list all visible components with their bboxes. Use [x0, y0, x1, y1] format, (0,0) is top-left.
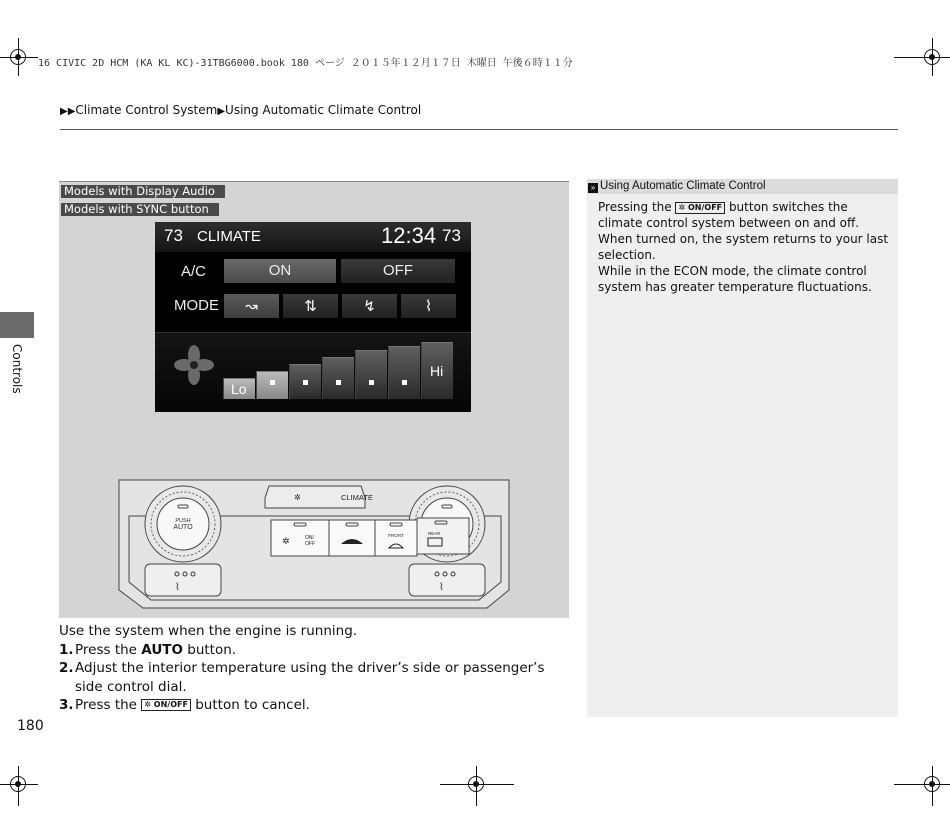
- climate-screen: [155, 222, 471, 412]
- inline-onoff-button: [675, 202, 725, 214]
- note-title-bar: [587, 179, 898, 194]
- fan-icon: ✲: [144, 700, 151, 709]
- registration-mark: [10, 776, 26, 792]
- fan-icon: [174, 345, 214, 385]
- fan-level-dot: [336, 380, 341, 385]
- step-number: 1.: [59, 641, 74, 658]
- mode-face-button[interactable]: [224, 294, 279, 318]
- registration-mark: [10, 49, 26, 65]
- model-label-sync-button: Models with SYNC button: [61, 203, 219, 216]
- registration-mark: [924, 776, 940, 792]
- registration-mark: [468, 776, 484, 792]
- header-rule: [60, 129, 898, 130]
- crop-mark: [894, 57, 950, 58]
- fan-onoff-button[interactable]: [271, 520, 329, 556]
- ac-label: A/C: [181, 263, 207, 280]
- crop-mark: [894, 784, 950, 785]
- fan-high-label: Hi: [430, 363, 444, 379]
- note-text: button switches the climate control system between on and off. When turned on, the system returns to your last selection.: [598, 200, 889, 262]
- step-text: button.: [182, 641, 237, 658]
- ac-off-button[interactable]: OFF: [341, 259, 455, 283]
- step-text: Press the: [75, 697, 142, 713]
- control-panel-drawing: [117, 478, 513, 614]
- recirculation-button[interactable]: [329, 520, 375, 556]
- right-seat-heater-button[interactable]: [409, 564, 485, 596]
- step-text: button to cancel.: [190, 697, 310, 713]
- knob-push-label: PUSH: [175, 518, 191, 524]
- fan-level-4[interactable]: [322, 357, 354, 399]
- fan-level-1[interactable]: [223, 378, 255, 399]
- fan-level-dot: [270, 380, 275, 385]
- inline-button-top: ON/: [153, 700, 171, 709]
- button-top-label: FRONT: [388, 533, 404, 538]
- seat-heater-icon: ⌇: [439, 582, 444, 593]
- seat-heater-icon: ⌇: [175, 582, 180, 593]
- step-text: Adjust the interior temperature using the driver’s side or passenger’s side control dial.: [75, 660, 545, 695]
- step-number: 3.: [59, 697, 74, 713]
- instructions: [59, 622, 574, 715]
- button-bottom-label: OFF: [305, 541, 315, 547]
- fan-level-7[interactable]: [421, 342, 453, 399]
- mode-bilevel-icon: ⇅: [304, 297, 317, 315]
- step-number: 2.: [59, 660, 74, 676]
- book-header: 16 CIVIC 2D HCM (KA KL KC)-31TBG6000.book 180 ページ ２０１５年１２月１７日 木曜日 午後６時１１分: [38, 58, 573, 69]
- left-seat-heater-button[interactable]: [145, 564, 221, 596]
- note-title[interactable]: Using Automatic Climate Control: [600, 180, 766, 192]
- fan-icon: ✲: [678, 202, 686, 212]
- step-bold-text: AUTO: [141, 641, 183, 658]
- inline-button-bottom: OFF: [170, 700, 188, 709]
- mode-bilevel-button[interactable]: [283, 294, 338, 318]
- mode-label: MODE: [174, 297, 219, 314]
- note-box: [587, 179, 898, 717]
- mode-face-icon: ↝: [245, 297, 258, 315]
- mode-floor-icon: ↯: [363, 297, 376, 315]
- mode-floor-defrost-icon: ⌇: [424, 297, 433, 315]
- page-number: 180: [17, 718, 44, 734]
- triangle-right-icon: ▶: [217, 106, 226, 117]
- knob-auto-label: AUTO: [173, 524, 193, 531]
- double-chevron-icon: »: [588, 183, 598, 193]
- fan-level-dot: [303, 380, 308, 385]
- note-paragraph-1: [598, 199, 890, 263]
- screen-title: CLIMATE: [197, 228, 261, 245]
- front-defrost-button[interactable]: [375, 520, 417, 556]
- note-paragraph-2: While in the ECON mode, the climate control system has greater temperature fluctuations.: [598, 264, 872, 294]
- mode-floor-defrost-button[interactable]: [401, 294, 456, 318]
- mode-floor-button[interactable]: [342, 294, 397, 318]
- inline-onoff-button: [141, 699, 191, 711]
- temp-right: 73: [442, 226, 461, 245]
- breadcrumb-level2[interactable]: Using Automatic Climate Control: [225, 103, 422, 117]
- intro-text: Use the system when the engine is running.: [59, 623, 358, 639]
- step-text: Press the: [75, 641, 142, 658]
- fan-icon: ✲: [294, 493, 301, 502]
- button-top-label: REAR: [428, 531, 441, 536]
- clock: 12:34: [381, 223, 437, 248]
- button-top-label: ON/: [305, 535, 314, 541]
- rear-defrost-button[interactable]: [417, 518, 469, 554]
- ac-on-button[interactable]: ON: [224, 259, 336, 283]
- fan-level-2[interactable]: [256, 371, 288, 399]
- fan-level-dot: [402, 380, 407, 385]
- inline-button-top: ON/: [687, 202, 705, 212]
- fan-speed-area: [155, 332, 471, 412]
- fan-level-dot: [369, 380, 374, 385]
- temp-left: 73: [164, 226, 183, 245]
- breadcrumb: [60, 103, 421, 117]
- inline-button-bottom: OFF: [704, 202, 723, 212]
- note-text: Pressing the: [598, 200, 676, 214]
- fan-level-6[interactable]: [388, 346, 420, 399]
- section-tab: [0, 312, 34, 338]
- fan-onoff-icon: ✲: [282, 537, 290, 547]
- step-1: [59, 641, 574, 660]
- climate-figure: [59, 181, 569, 618]
- auto-knob[interactable]: [145, 486, 221, 562]
- climate-button-label[interactable]: CLIMATE: [341, 493, 373, 502]
- fan-level-3[interactable]: [289, 364, 321, 399]
- model-label-display-audio: Models with Display Audio: [61, 185, 225, 198]
- fan-low-label: Lo: [231, 381, 247, 397]
- step-3: [59, 696, 574, 715]
- registration-mark: [924, 49, 940, 65]
- section-tab-label: Controls: [10, 344, 24, 394]
- step-2: [59, 659, 574, 696]
- breadcrumb-level1[interactable]: Climate Control System: [75, 103, 218, 117]
- triangle-right-icon: ▶▶: [60, 106, 76, 117]
- fan-level-5[interactable]: [355, 350, 387, 399]
